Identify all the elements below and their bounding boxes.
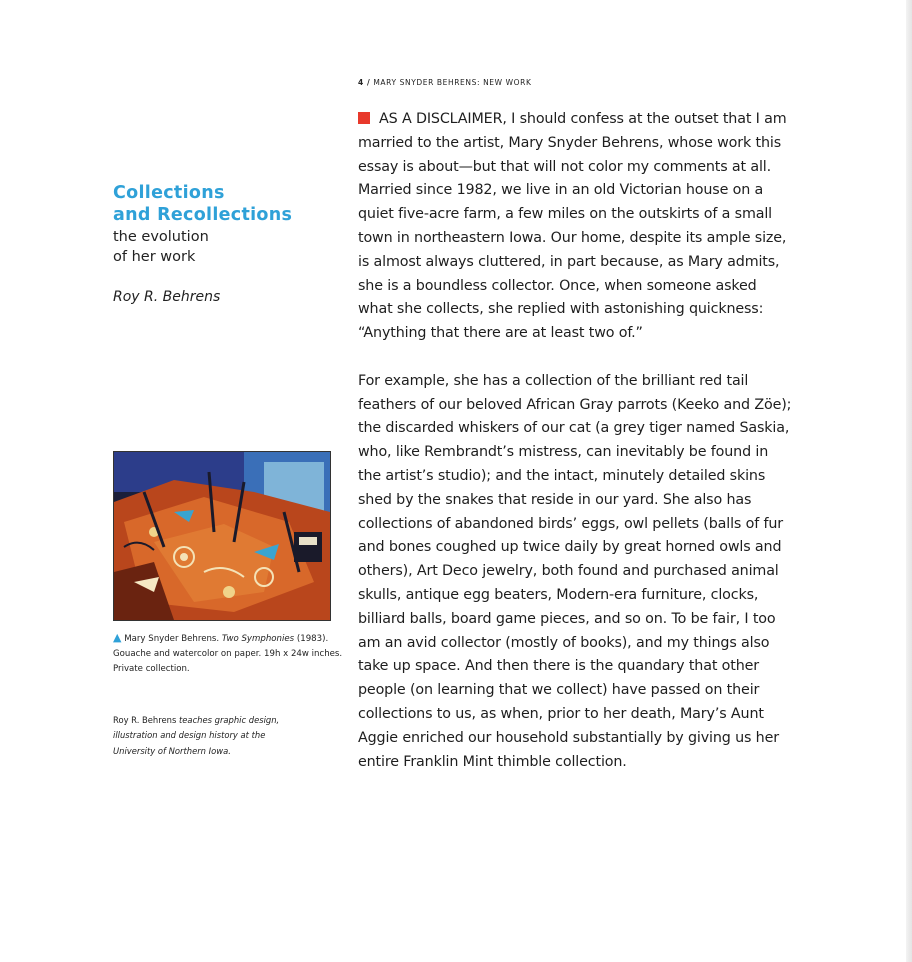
author-bio (113, 713, 303, 759)
paragraph-1-text: I should confess at the outset that I am married to the artist, Mary Snyder Behrens, whose work this essay is about—but that will not color my comments at all. Married since 1982, we live in an old Victorian house on a quiet five-acre farm, a few miles on the outskirts of a small town in northeastern Iowa. Our home, despite its ample size, is almost always cluttered, in part because, as Mary admits, she is a boundless collector. Once, when someone asked what she collects, she replied with astonishing quickness: “Anything that there are at least two of.” (358, 111, 787, 342)
sidebar (113, 182, 343, 305)
caption-artist: Mary Snyder Behrens. (124, 634, 220, 644)
caption-artwork-title: Two Symphonies (221, 634, 295, 644)
caption-details: (1983). Gouache and watercolor on paper. 19h x 24w inches. Private collection. (113, 634, 343, 674)
bio-text: teaches graphic design, illustration and design history at the University of Northern Iowa. (113, 715, 280, 756)
subtitle-line-2: of her work (113, 249, 196, 265)
running-head (358, 78, 531, 87)
running-title: MARY SNYDER BEHRENS: NEW WORK (373, 78, 532, 87)
article-body (358, 108, 794, 774)
figure-caption (113, 630, 348, 677)
page-number: 4 / (358, 78, 371, 87)
author-byline: Roy R. Behrens (113, 289, 221, 305)
subtitle-line-1: the evolution (113, 229, 209, 245)
artwork-image (113, 451, 331, 621)
lead-in: AS A DISCLAIMER, (379, 111, 507, 127)
title-line-1: Collections (113, 183, 225, 203)
paragraph-1 (358, 108, 794, 346)
title-line-2: and Recollections (113, 205, 293, 225)
paragraph-2: For example, she has a collection of the brilliant red tail feathers of our beloved African Gray parrots (Keeko and Zöe); the discarded whiskers of our cat (a grey tiger named Saskia, who, like Rembrandt’s mistress, can inevitably be found in the artist’s studio); and the intact, minutely detailed skins shed by the snakes that reside in our yard. She also has collections of abandoned birds’ eggs, owl pellets (balls of fur and bones coughed up twice daily by great horned owls and others), Art Deco jewelry, both found and purchased animal skulls, antique egg beaters, Modern-era furniture, clocks, billiard balls, board game pieces, and so on. To be fair, I too am an avid collector (mostly of books), and my things also take up space. And then there is the quandary that other people (on learning that we collect) have passed on their collections to us, as when, prior to her death, Mary’s Aunt Aggie enriched our household substantially by giving us her entire Franklin Mint thimble collection. (358, 372, 792, 770)
bio-name: Roy R. Behrens (113, 715, 177, 725)
triangle-icon: ▲ (113, 631, 122, 644)
page-edge (906, 0, 912, 962)
article-subtitle (113, 227, 343, 267)
red-square-marker (358, 112, 370, 124)
article-title (113, 182, 343, 226)
